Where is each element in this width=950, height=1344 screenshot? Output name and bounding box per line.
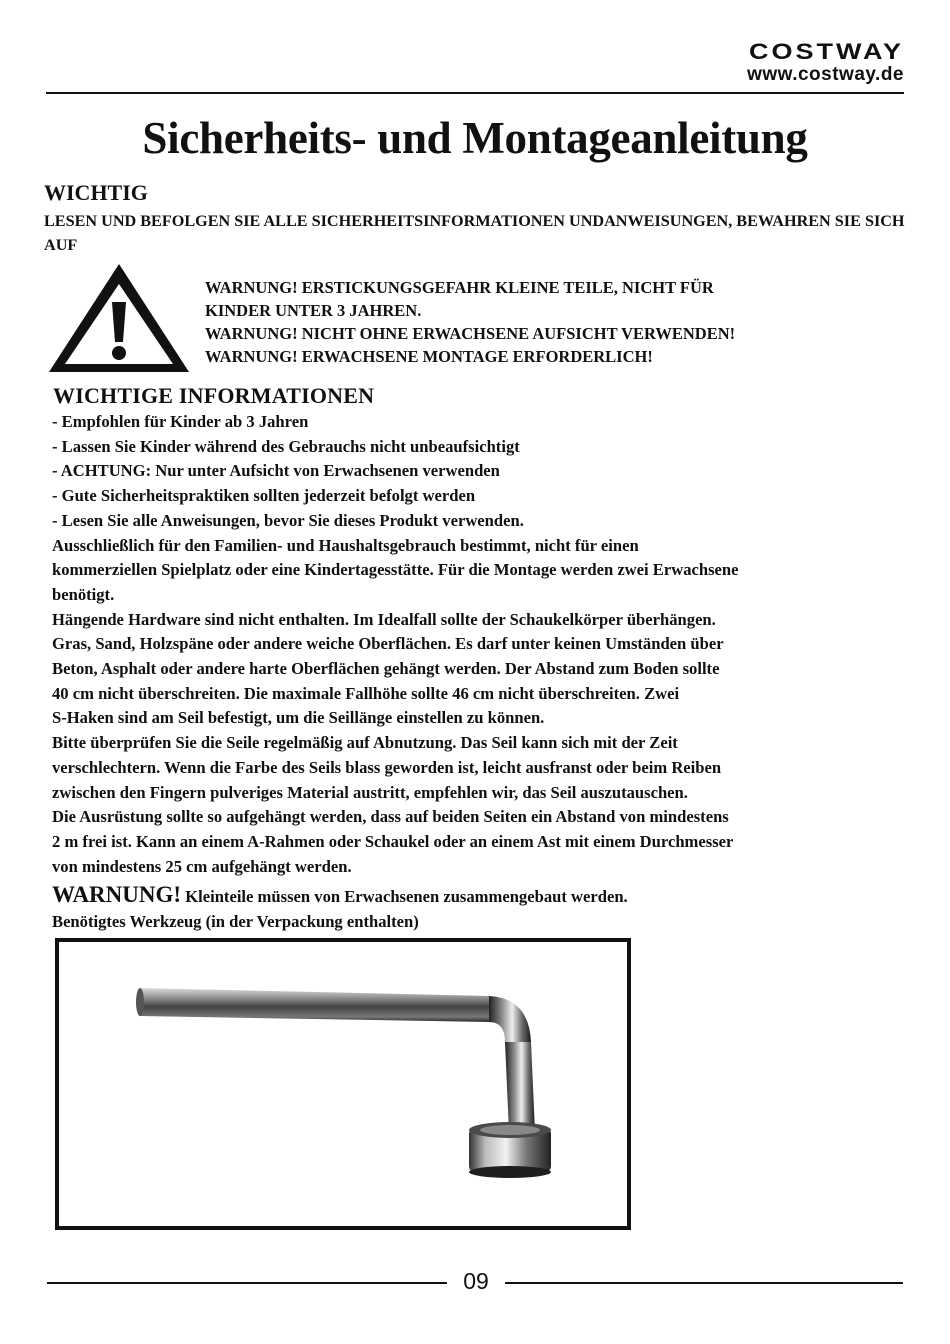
- footer-divider-right: [505, 1282, 903, 1284]
- brand-url: www.costway.de: [747, 64, 904, 85]
- brand-block: [747, 36, 904, 85]
- info-line: von mindestens 25 cm aufgehängt werden.: [52, 856, 352, 876]
- footer-divider-left: [47, 1282, 447, 1284]
- info-line: - Gute Sicherheitspraktiken sollten jederzeit befolgt werden: [52, 486, 476, 506]
- info-heading: WICHTIGE INFORMATIONEN: [53, 383, 375, 408]
- info-line: Bitte überprüfen Sie die Seile regelmäßig auf Abnutzung. Das Seil kann sich mit der Zeit: [52, 733, 678, 753]
- info-line: Ausschließlich für den Familien- und Haushaltsgebrauch bestimmt, nicht für einen: [52, 535, 639, 555]
- tool-photo-frame: [55, 938, 631, 1230]
- warning-line: WARNUNG! ERSTICKUNGSGEFAHR KLEINE TEILE, NICHT FÜR: [205, 278, 714, 297]
- info-line: 40 cm nicht überschreiten. Die maximale Fallhöhe sollte 46 cm nicht überschreiten. Zwei: [52, 683, 680, 703]
- tools-caption: Benötigtes Werkzeug (in der Verpackung enthalten): [52, 912, 419, 931]
- final-warning: [52, 882, 628, 908]
- warning-list: [205, 276, 735, 368]
- page-title: Sicherheits- und Montageanleitung: [142, 113, 808, 163]
- info-line: 2 m frei ist. Kann an einem A-Rahmen oder Schaukel oder an einem Ast mit einem Durchmesser: [52, 831, 734, 851]
- info-line: - ACHTUNG: Nur unter Aufsicht von Erwachsenen verwenden: [52, 461, 500, 481]
- info-line: Die Ausrüstung sollte so aufgehängt werden, dass auf beiden Seiten ein Abstand von mindestens: [52, 807, 729, 827]
- info-line: - Empfohlen für Kinder ab 3 Jahren: [52, 412, 309, 431]
- important-heading: WICHTIG: [44, 180, 148, 205]
- socket-wrench-icon: [59, 942, 627, 1226]
- info-line: benötigt.: [52, 584, 115, 604]
- warning-triangle-icon: [46, 262, 192, 374]
- info-line: - Lassen Sie Kinder während des Gebrauchs nicht unbeaufsichtigt: [52, 436, 520, 456]
- warning-line: KINDER UNTER 3 JAHREN.: [205, 301, 422, 320]
- important-text: LESEN UND BEFOLGEN SIE ALLE SICHERHEITSINFORMATIONEN UNDANWEISUNGEN, BEWAHREN SIE SICH AUF: [44, 212, 905, 254]
- final-warning-text: Kleinteile müssen von Erwachsenen zusammengebaut werden.: [181, 887, 628, 906]
- page-number: 09: [463, 1268, 489, 1294]
- final-warning-label: WARNUNG!: [52, 882, 182, 907]
- info-line: S-Haken sind am Seil befestigt, um die Seillänge einstellen zu können.: [52, 708, 545, 728]
- info-line: kommerziellen Spielplatz oder eine Kindertagesstätte. Für die Montage werden zwei Erwachsene: [52, 560, 739, 580]
- brand-logo: COSTWAY: [748, 39, 904, 64]
- info-line: Beton, Asphalt oder andere harte Oberflächen gehängt werden. Der Abstand zum Boden sollte: [52, 659, 720, 679]
- info-line: verschlechtern. Wenn die Farbe des Seils blass geworden ist, leicht ausfranst oder beim Reiben: [52, 757, 722, 777]
- info-line: Hängende Hardware sind nicht enthalten. Im Idealfall sollte der Schaukelkörper überhängen.: [52, 609, 716, 629]
- info-line: zwischen den Fingern pulveriges Material austritt, empfehlen wir, das Seil auszutauschen.: [52, 782, 688, 802]
- info-line: - Lesen Sie alle Anweisungen, bevor Sie dieses Produkt verwenden.: [52, 510, 524, 530]
- warning-line: WARNUNG! NICHT OHNE ERWACHSENE AUFSICHT VERWENDEN!: [205, 324, 736, 343]
- warning-line: WARNUNG! ERWACHSENE MONTAGE ERFORDERLICH!: [205, 347, 653, 366]
- header-divider: [46, 92, 904, 94]
- info-line: Gras, Sand, Holzspäne oder andere weiche Oberflächen. Es darf unter keinen Umständen über: [52, 634, 724, 654]
- info-body: [52, 410, 922, 879]
